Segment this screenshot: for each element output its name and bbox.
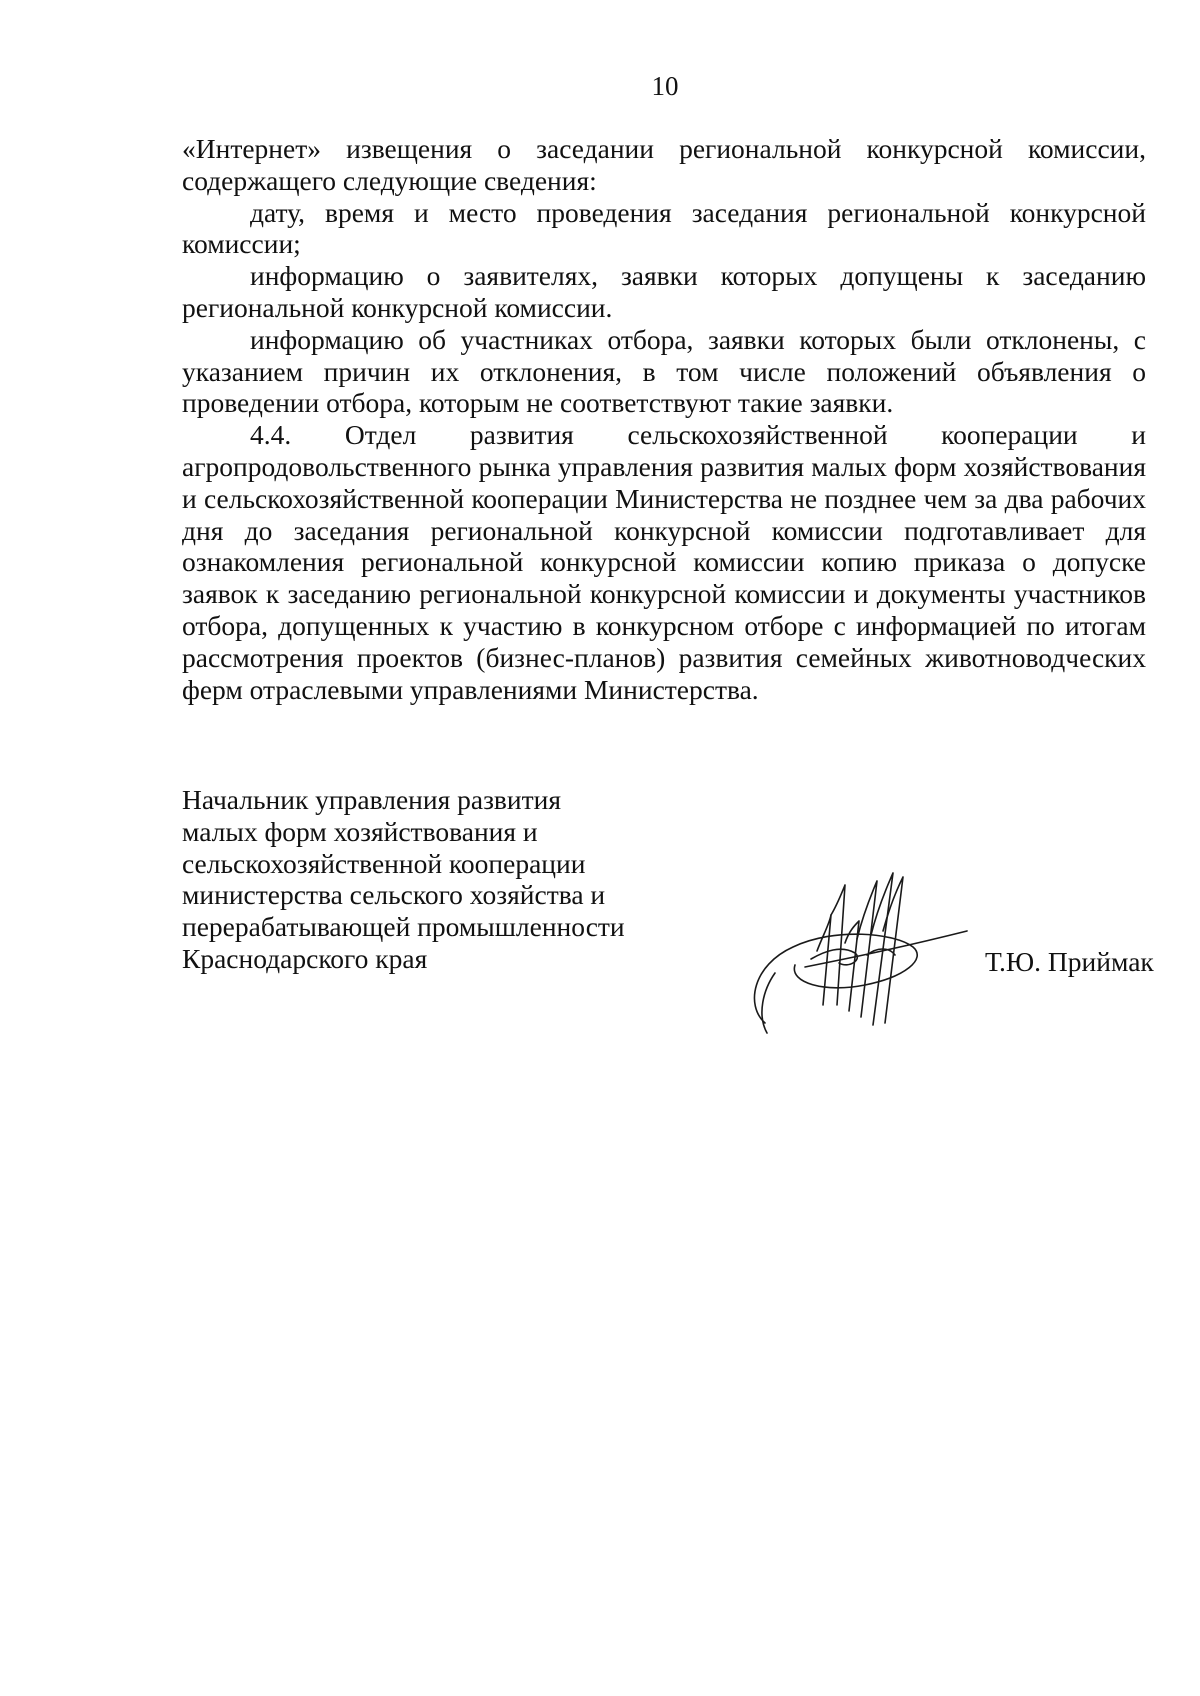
signatory-title-line: Краснодарского края	[182, 942, 428, 974]
signatory-title-line: перерабатывающей промышленности	[182, 911, 625, 943]
signatory-title-block	[182, 784, 702, 975]
paragraph-section-4-4: 4.4. Отдел развития сельскохозяйственной кооперации и агропродовольственного рынка управления развития малых форм хозяйствования и сельскохозяйственной кооперации Министерства не позднее чем за два рабочих дня до заседания региональной конкурсной комиссии подготавливает для ознакомления региональной конкурсной комиссии копию приказа о допуске заявок к заседанию региональной конкурсной комиссии и документы участников отбора, допущенных к участию в конкурсном отборе с информацией по итогам рассмотрения проектов (бизнес-планов) развития семейных животноводческих ферм отраслевыми управлениями Министерства.	[182, 419, 1146, 705]
signatory-title-line: Начальник управления развития	[182, 784, 562, 815]
signatory-name: Т.Ю. Приймак	[985, 946, 1154, 977]
page-number: 10	[651, 71, 679, 101]
signatory-title-line: министерства сельского хозяйства и	[182, 879, 606, 911]
signatory-title-line: сельскохозяйственной кооперации	[182, 847, 586, 879]
paragraph-rejected-info: информацию об участниках отбора, заявки которых были отклонены, с указанием причин их отклонения, в том числе положений объявления о проведении отбора, которым не соответствуют такие заявки.	[182, 323, 1146, 419]
document-body	[182, 133, 1146, 705]
paragraph-applicants-info: информацию о заявителях, заявки которых допущены к заседанию региональной конкурсной комиссии.	[182, 260, 1146, 323]
signatory-title-line: малых форм хозяйствования и	[182, 815, 538, 847]
handwritten-signature-icon	[745, 855, 985, 1045]
paragraph-continuation: «Интернет» извещения о заседании региональной конкурсной комиссии, содержащего следующие сведения:	[182, 133, 1146, 196]
paragraph-date-time-place: дату, время и место проведения заседания региональной конкурсной комиссии;	[182, 196, 1146, 260]
